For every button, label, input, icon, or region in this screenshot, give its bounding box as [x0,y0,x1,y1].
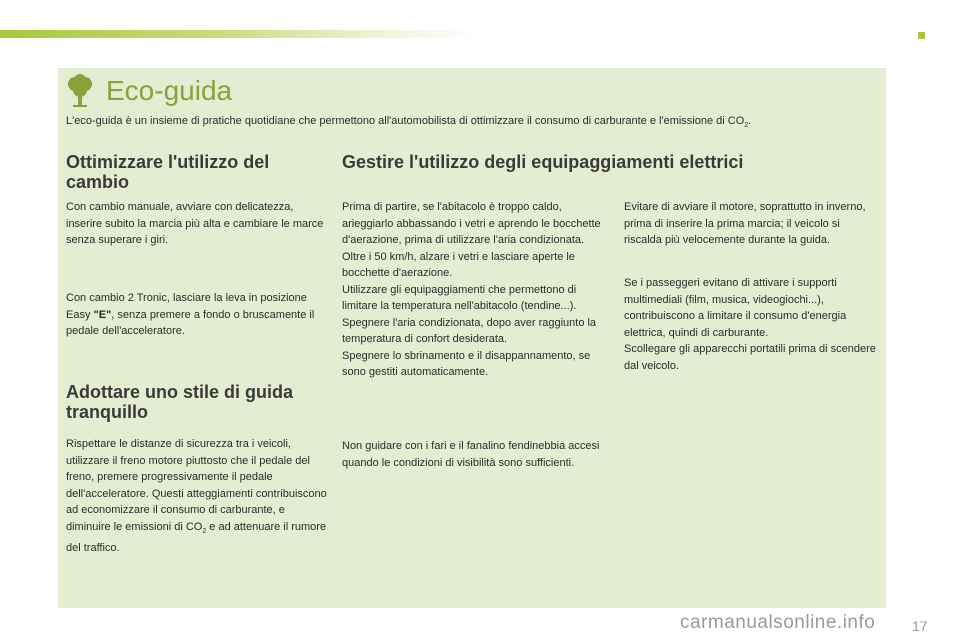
paragraph-cambio-manuale: Con cambio manuale, avviare con delicatezza, inserire subito la marcia più alta e cambiare le marce senza superare i giri. [66,201,324,246]
heading-cambio: Ottimizzare l'utilizzo del cambio [66,152,270,192]
paragraph-distanze-sicurezza: Rispettare le distanze di sicurezza tra i veicoli, utilizzare il freno motore piuttosto che il pedale del freno, premere progressivamente il pedale dell'acceleratore. Questi atteggiamenti contribuiscono ad economizzare il consumo di carburante, e diminuire le emissioni di $CO_2$ e ad attenuare il rumore del traffico. [66,438,327,555]
paragraph-cambio-tronic: Con cambio 2 Tronic, lasciare la leva in posizione Easy "E", senza premere a fondo o bruscamente il pedale dell'acceleratore. [66,292,315,337]
heading-stile-guida: Adottare uno stile di guida tranquillo [66,382,294,422]
paragraph-avvio-motore: Evitare di avviare il motore, soprattutto in inverno, prima di inserire la prima marcia; il veicolo si riscalda più velocemente durante la guida. [624,201,866,246]
page-number: 17 [912,618,928,634]
intro-text: L'eco-guida è un insieme di pratiche quotidiane che permettono all'automobilista di ottimizzare il consumo di carburante e l'emissione di $CO_2$. [66,115,752,130]
watermark: carmanualsonline.info [680,612,876,633]
paragraph-passeggeri: Se i passeggeri evitano di attivare i supporti multimediali (film, musica, videogiochi...), contribuiscono a limitare il consumo d'energia elettrica, quindi di carburante. Scollegare gli apparecchi portatili prima di scendere dal veicolo. [624,277,876,372]
paragraph-prima-di-partire: Prima di partire, se l'abitacolo è troppo caldo, arieggiarlo abbassando i vetri e aprendo le bocchette d'aerazione, prima di utilizzare l'aria condizionata. Oltre i 50 km/h, alzare i vetri e lasciare aperte le bocchette d'aerazione. Utilizzare gli equipaggiamenti che permettono di limitare la temperatura nell'abitacolo (tendine...). Spegnere l'aria condizionata, dopo aver raggiunto la temperatura di confort desiderata. Spegnere lo sbrinamento e il disappannamento, se sono gestiti automaticamente. [342,201,601,378]
header-accent-bar [0,30,480,38]
heading-equipaggiamenti-elettrici: Gestire l'utilizzo degli equipaggiamenti elettrici [342,152,744,172]
paragraph-fari: Non guidare con i fari e il fanalino fendinebbia accesi quando le condizioni di visibilità sono sufficienti. [342,440,600,469]
tree-icon [66,74,94,108]
corner-marker [918,32,925,39]
content-panel [58,68,886,608]
page-title: Eco-guida [106,75,233,106]
